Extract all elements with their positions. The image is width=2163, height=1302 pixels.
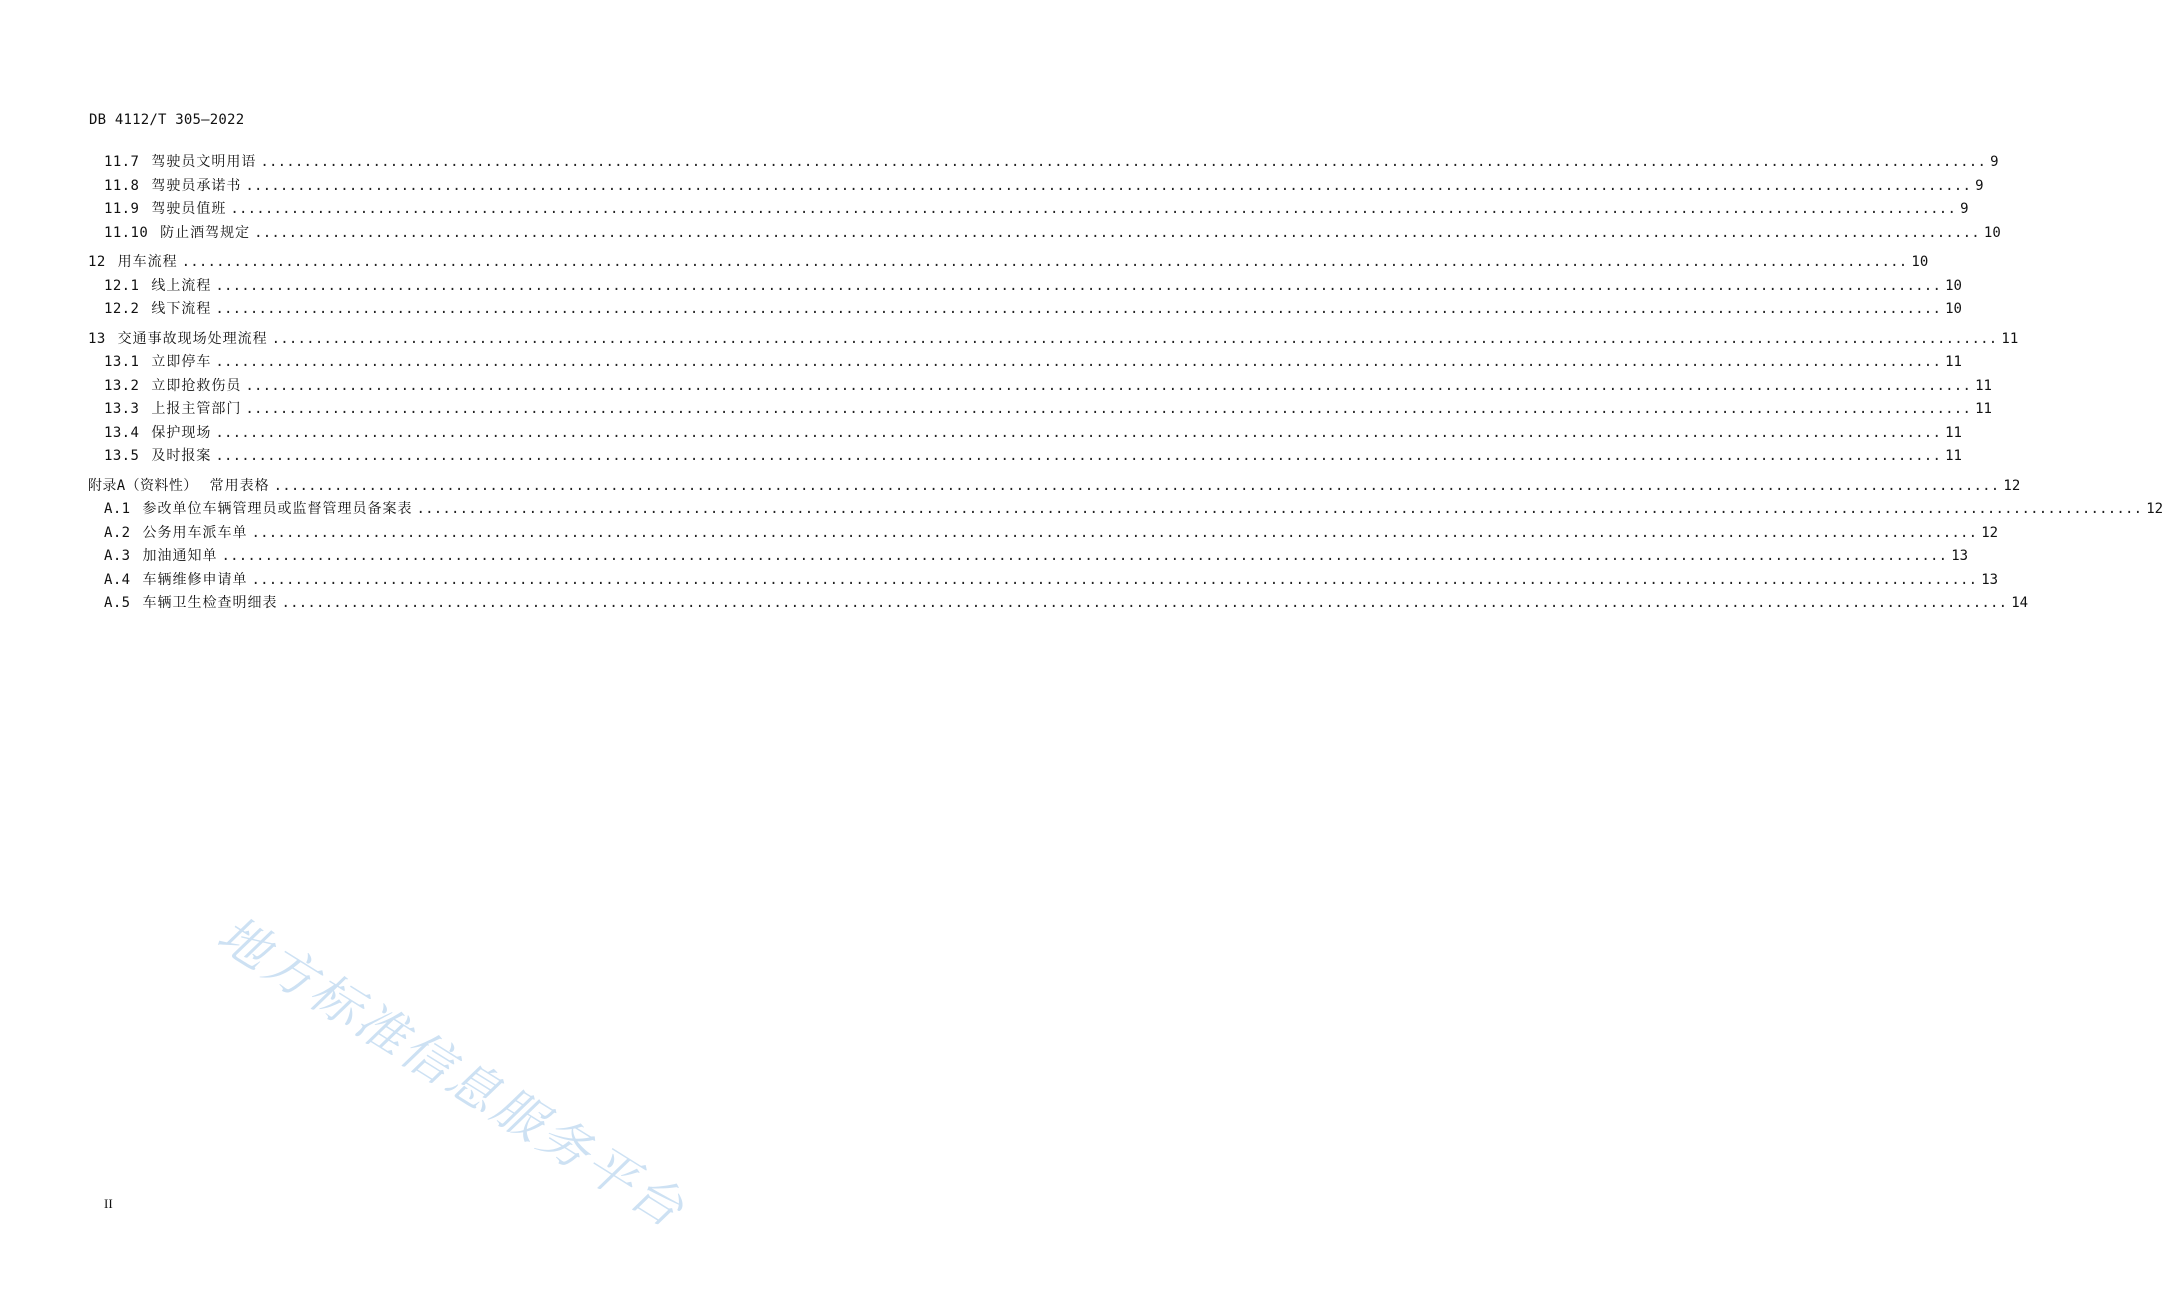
toc-entry[interactable] xyxy=(88,222,2001,246)
toc-entry-page: 11 xyxy=(1945,448,1962,464)
toc-entry-page: 11 xyxy=(1945,354,1962,370)
toc-entry[interactable] xyxy=(88,198,1969,222)
toc-entry-page: 9 xyxy=(1975,177,1984,194)
toc-entry-page: 9 xyxy=(1960,201,1969,217)
table-of-contents xyxy=(88,151,2163,616)
toc-entry-number: 13.4 xyxy=(104,424,140,441)
toc-entry-number: 13 xyxy=(88,330,106,347)
toc-entry-number: A.5 xyxy=(104,595,131,611)
toc-entry[interactable] xyxy=(88,475,2021,499)
toc-entry-number: 附录A（资料性） xyxy=(88,477,198,494)
toc-entry[interactable] xyxy=(88,351,1962,375)
toc-entry-title: 及时报案 xyxy=(151,448,212,464)
toc-entry-title: 立即抢救伤员 xyxy=(151,377,242,394)
toc-entry-number: A.1 xyxy=(104,501,131,517)
toc-entry[interactable] xyxy=(88,175,1984,199)
toc-entry-number: A.3 xyxy=(104,548,131,564)
toc-entry[interactable] xyxy=(88,445,1962,469)
document-number: DB 4112/T 305—2022 xyxy=(89,112,245,128)
toc-entry-title: 线下流程 xyxy=(151,301,212,317)
toc-entry-number: 12.2 xyxy=(104,301,140,317)
watermark: 地方标准信息服务平台 xyxy=(207,904,697,1241)
toc-entry-page: 11 xyxy=(1975,401,1992,417)
toc-entry[interactable] xyxy=(88,375,1992,399)
toc-entry[interactable] xyxy=(88,151,1999,175)
toc-entry-page: 13 xyxy=(1951,548,1969,564)
toc-entry-page: 12 xyxy=(2003,477,2021,494)
toc-entry-number: A.4 xyxy=(104,571,131,588)
toc-entry-page: 12 xyxy=(2146,501,2163,517)
toc-leader-dots: ........................................................................................................................................................................................................ xyxy=(273,477,2000,494)
toc-entry-title: 公务用车派车单 xyxy=(142,524,248,541)
toc-entry-title: 立即停车 xyxy=(151,354,212,370)
toc-entry-title: 驾驶员值班 xyxy=(151,201,227,217)
toc-leader-dots: ........................................................................................................................................................................................................ xyxy=(230,201,1957,217)
toc-entry-page: 9 xyxy=(1990,154,1999,170)
toc-leader-dots: ........................................................................................................................................................................................................ xyxy=(215,354,1942,370)
toc-entry-title: 用车流程 xyxy=(117,254,178,270)
toc-entry-title: 车辆维修申请单 xyxy=(142,571,248,588)
toc-entry-number: 11.10 xyxy=(104,224,149,241)
toc-entry-page: 10 xyxy=(1945,301,1962,317)
toc-leader-dots: ........................................................................................................................................................................................................ xyxy=(251,571,1978,588)
toc-entry-number: 11.7 xyxy=(104,154,140,170)
toc-entry-page: 14 xyxy=(2011,595,2029,611)
toc-entry[interactable] xyxy=(88,569,1999,593)
toc-leader-dots: ........................................................................................................................................................................................................ xyxy=(215,424,1942,441)
toc-entry-number: 13.3 xyxy=(104,401,140,417)
toc-entry-page: 13 xyxy=(1981,571,1999,588)
toc-entry-title: 保护现场 xyxy=(151,424,212,441)
toc-entry-page: 11 xyxy=(1975,377,1992,394)
toc-entry[interactable] xyxy=(88,422,1962,446)
toc-leader-dots: ........................................................................................................................................................................................................ xyxy=(260,154,1987,170)
toc-entry-page: 11 xyxy=(1945,424,1962,441)
toc-entry-page: 11 xyxy=(2001,330,2019,347)
toc-leader-dots: ........................................................................................................................................................................................................ xyxy=(181,254,1908,270)
toc-entry-title: 参改单位车辆管理员或监督管理员备案表 xyxy=(142,501,413,517)
toc-entry-title: 交通事故现场处理流程 xyxy=(117,330,268,347)
toc-entry[interactable] xyxy=(88,498,2163,522)
toc-entry[interactable] xyxy=(88,275,1962,299)
toc-entry-number: 11.8 xyxy=(104,177,140,194)
toc-leader-dots: ........................................................................................................................................................................................................ xyxy=(221,548,1948,564)
toc-entry-title: 车辆卫生检查明细表 xyxy=(142,595,278,611)
toc-entry-number: 13.5 xyxy=(104,448,140,464)
toc-entry-title: 线上流程 xyxy=(151,277,212,294)
toc-entry[interactable] xyxy=(88,522,1999,546)
toc-entry-number: 11.9 xyxy=(104,201,140,217)
toc-entry[interactable] xyxy=(88,398,1992,422)
toc-entry-number: 13.2 xyxy=(104,377,140,394)
toc-entry[interactable] xyxy=(88,592,2029,616)
toc-entry[interactable] xyxy=(88,328,2019,352)
toc-entry-number: 13.1 xyxy=(104,354,140,370)
toc-entry-number: 12.1 xyxy=(104,277,140,294)
toc-entry-title: 上报主管部门 xyxy=(151,401,242,417)
toc-entry-page: 10 xyxy=(1983,224,2001,241)
toc-entry[interactable] xyxy=(88,545,1969,569)
toc-leader-dots: ........................................................................................................................................................................................................ xyxy=(416,501,2143,517)
toc-entry-page: 10 xyxy=(1945,277,1962,294)
toc-entry-page: 10 xyxy=(1911,254,1929,270)
toc-entry[interactable] xyxy=(88,251,1929,275)
toc-leader-dots: ........................................................................................................................................................................................................ xyxy=(245,177,1972,194)
toc-entry-number: A.2 xyxy=(104,524,131,541)
toc-entry-title: 防止酒驾规定 xyxy=(160,224,251,241)
toc-leader-dots: ........................................................................................................................................................................................................ xyxy=(215,301,1942,317)
toc-entry-title: 加油通知单 xyxy=(142,548,218,564)
toc-leader-dots: ........................................................................................................................................................................................................ xyxy=(251,524,1978,541)
toc-leader-dots: ........................................................................................................................................................................................................ xyxy=(215,277,1942,294)
toc-entry-title: 驾驶员文明用语 xyxy=(151,154,257,170)
toc-entry-title: 常用表格 xyxy=(209,477,270,494)
toc-leader-dots: ........................................................................................................................................................................................................ xyxy=(281,595,2008,611)
toc-leader-dots: ........................................................................................................................................................................................................ xyxy=(245,377,1972,394)
page-number: II xyxy=(104,1196,113,1211)
toc-entry-page: 12 xyxy=(1981,524,1999,541)
toc-leader-dots: ........................................................................................................................................................................................................ xyxy=(215,448,1942,464)
toc-leader-dots: ........................................................................................................................................................................................................ xyxy=(245,401,1972,417)
toc-leader-dots: ........................................................................................................................................................................................................ xyxy=(271,330,1998,347)
toc-entry-number: 12 xyxy=(88,254,106,270)
toc-entry-title: 驾驶员承诺书 xyxy=(151,177,242,194)
toc-leader-dots: ........................................................................................................................................................................................................ xyxy=(254,224,1980,241)
toc-entry[interactable] xyxy=(88,298,1962,322)
